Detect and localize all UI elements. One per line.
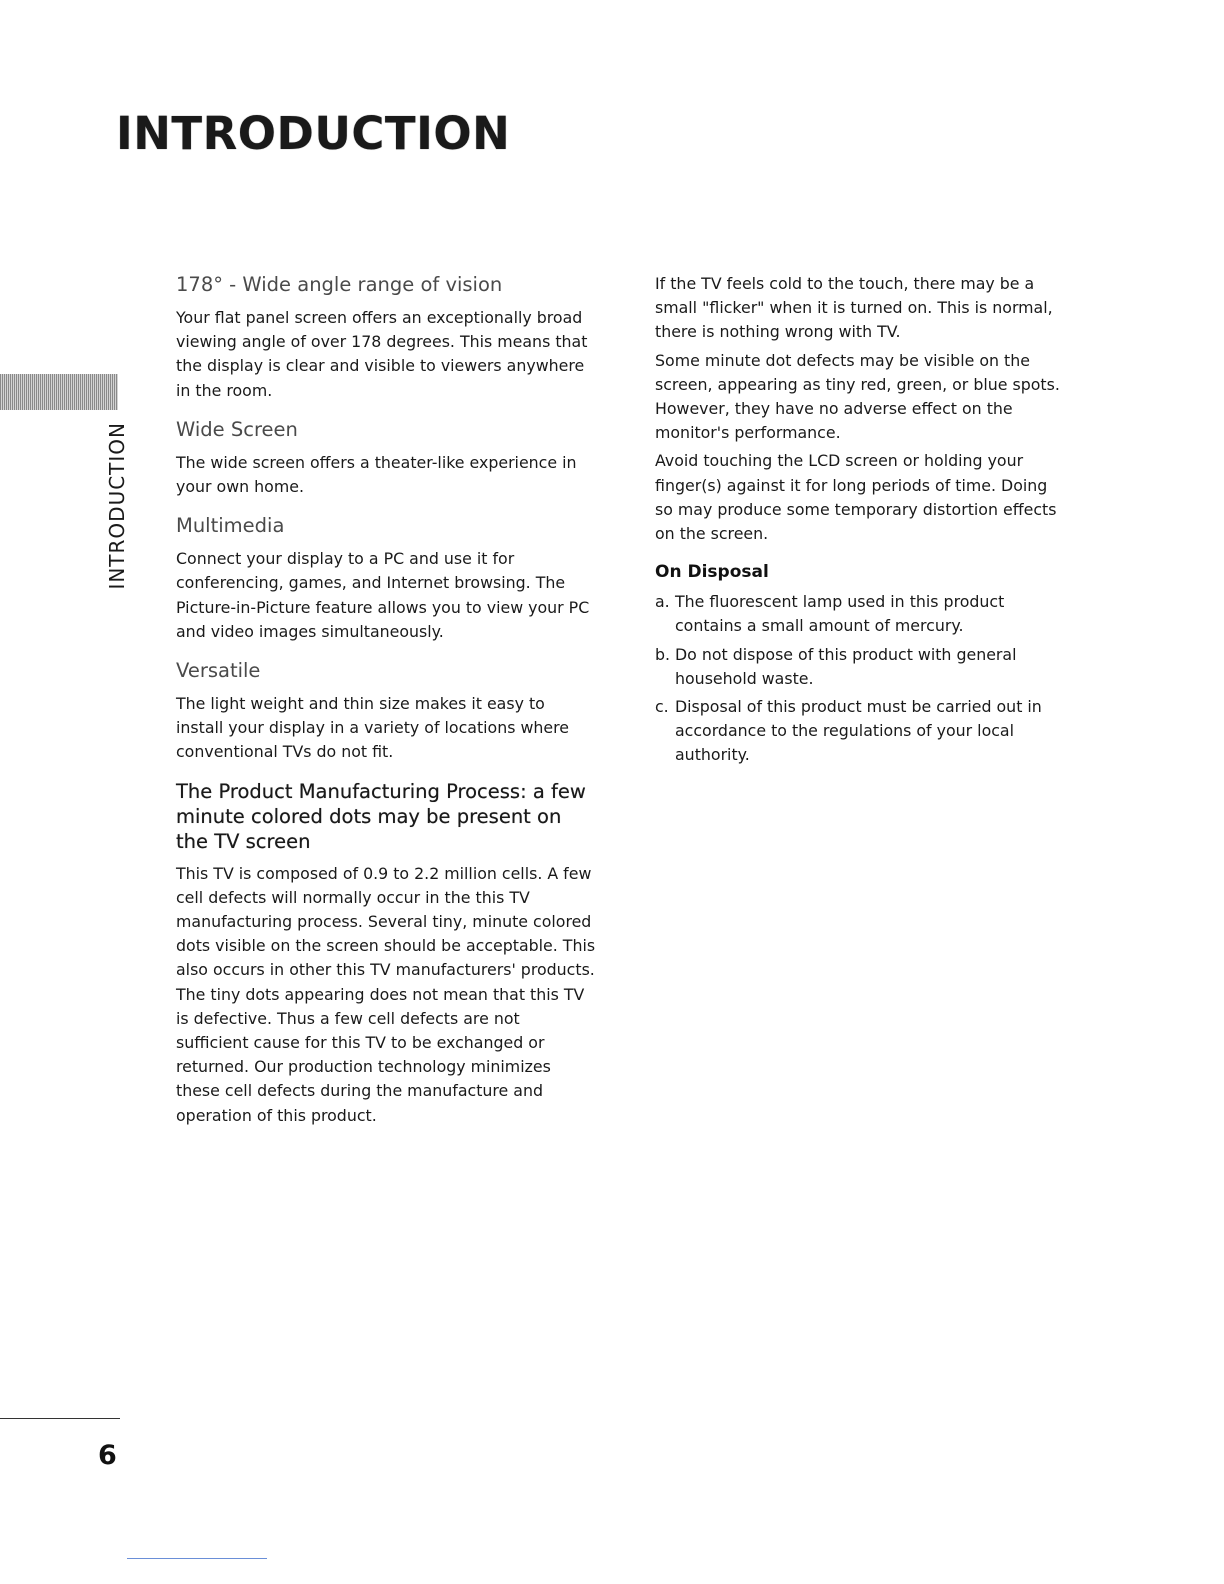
- section-text: Connect your display to a PC and use it for conferencing, games, and Internet browsing. The Picture-in-Picture feature allows you to view your PC and video images simultaneously.: [176, 549, 590, 641]
- disposal-list: [655, 590, 1065, 767]
- section-wide-angle: [176, 272, 596, 403]
- section-heading: Versatile: [176, 659, 261, 683]
- section-multimedia: [176, 513, 596, 644]
- section-heading: The Product Manufacturing Process: a few minute colored dots may be present on the TV screen: [176, 779, 586, 853]
- list-text: Do not dispose of this product with general household waste.: [675, 644, 1017, 688]
- section-versatile: [176, 658, 596, 765]
- bottom-divider: [127, 1558, 267, 1559]
- left-column: [176, 272, 596, 1142]
- list-marker: c.: [655, 697, 669, 717]
- right-column: [655, 272, 1065, 772]
- paragraph: If the TV feels cold to the touch, there may be a small "flicker" when it is turned on. This is normal, there is nothing wrong with TV.: [655, 274, 1053, 342]
- list-text: Disposal of this product must be carried out in accordance to the regulations of your local authority.: [675, 697, 1042, 765]
- section-heading: Wide Screen: [176, 417, 298, 441]
- section-disposal: [655, 560, 1065, 767]
- section-heading: 178° - Wide angle range of vision: [176, 273, 503, 296]
- page-title: INTRODUCTION: [116, 107, 511, 160]
- disposal-heading: On Disposal: [655, 562, 769, 583]
- section-text: This TV is composed of 0.9 to 2.2 million cells. A few cell defects will normally occur in the this TV manufacturing process. Several tiny, minute colored dots visible on the screen should be acceptable. This also occurs in other this TV manufacturers' products. The tiny dots appearing does not mean that this TV is defective. Thus a few cell defects are not sufficient cause for this TV to be exchanged or returned. Our production technology minimizes these cell defects during the manufacture and operation of this product.: [176, 863, 596, 1125]
- section-text: The light weight and thin size makes it easy to install your display in a variety of locations where conventional TVs do not fit.: [176, 694, 569, 762]
- side-tab-marker: [0, 374, 118, 410]
- section-text: The wide screen offers a theater-like experience in your own home.: [176, 452, 577, 497]
- side-tab-label: INTRODUCTION: [105, 422, 129, 590]
- section-text: Your flat panel screen offers an exceptionally broad viewing angle of over 178 degrees. This means that the display is clear and visible to viewers anywhere in the room.: [176, 308, 588, 400]
- page-number: 6: [98, 1440, 117, 1471]
- paragraph: Avoid touching the LCD screen or holding your finger(s) against it for long periods of time. Doing so may produce some temporary distortion effects on the screen.: [655, 451, 1057, 544]
- list-marker: a.: [655, 592, 670, 612]
- section-wide-screen: [176, 417, 596, 499]
- list-text: The fluorescent lamp used in this product contains a small amount of mercury.: [675, 592, 1005, 636]
- footer-divider: [0, 1418, 120, 1419]
- list-marker: b.: [655, 644, 671, 664]
- section-heading: Multimedia: [176, 514, 285, 538]
- paragraph: Some minute dot defects may be visible on the screen, appearing as tiny red, green, or blue spots. However, they have no adverse effect on the monitor's performance.: [655, 350, 1060, 443]
- section-manufacturing: [176, 779, 596, 1128]
- list-item: [655, 643, 1065, 691]
- list-item: [655, 695, 1065, 768]
- list-item: [655, 590, 1065, 638]
